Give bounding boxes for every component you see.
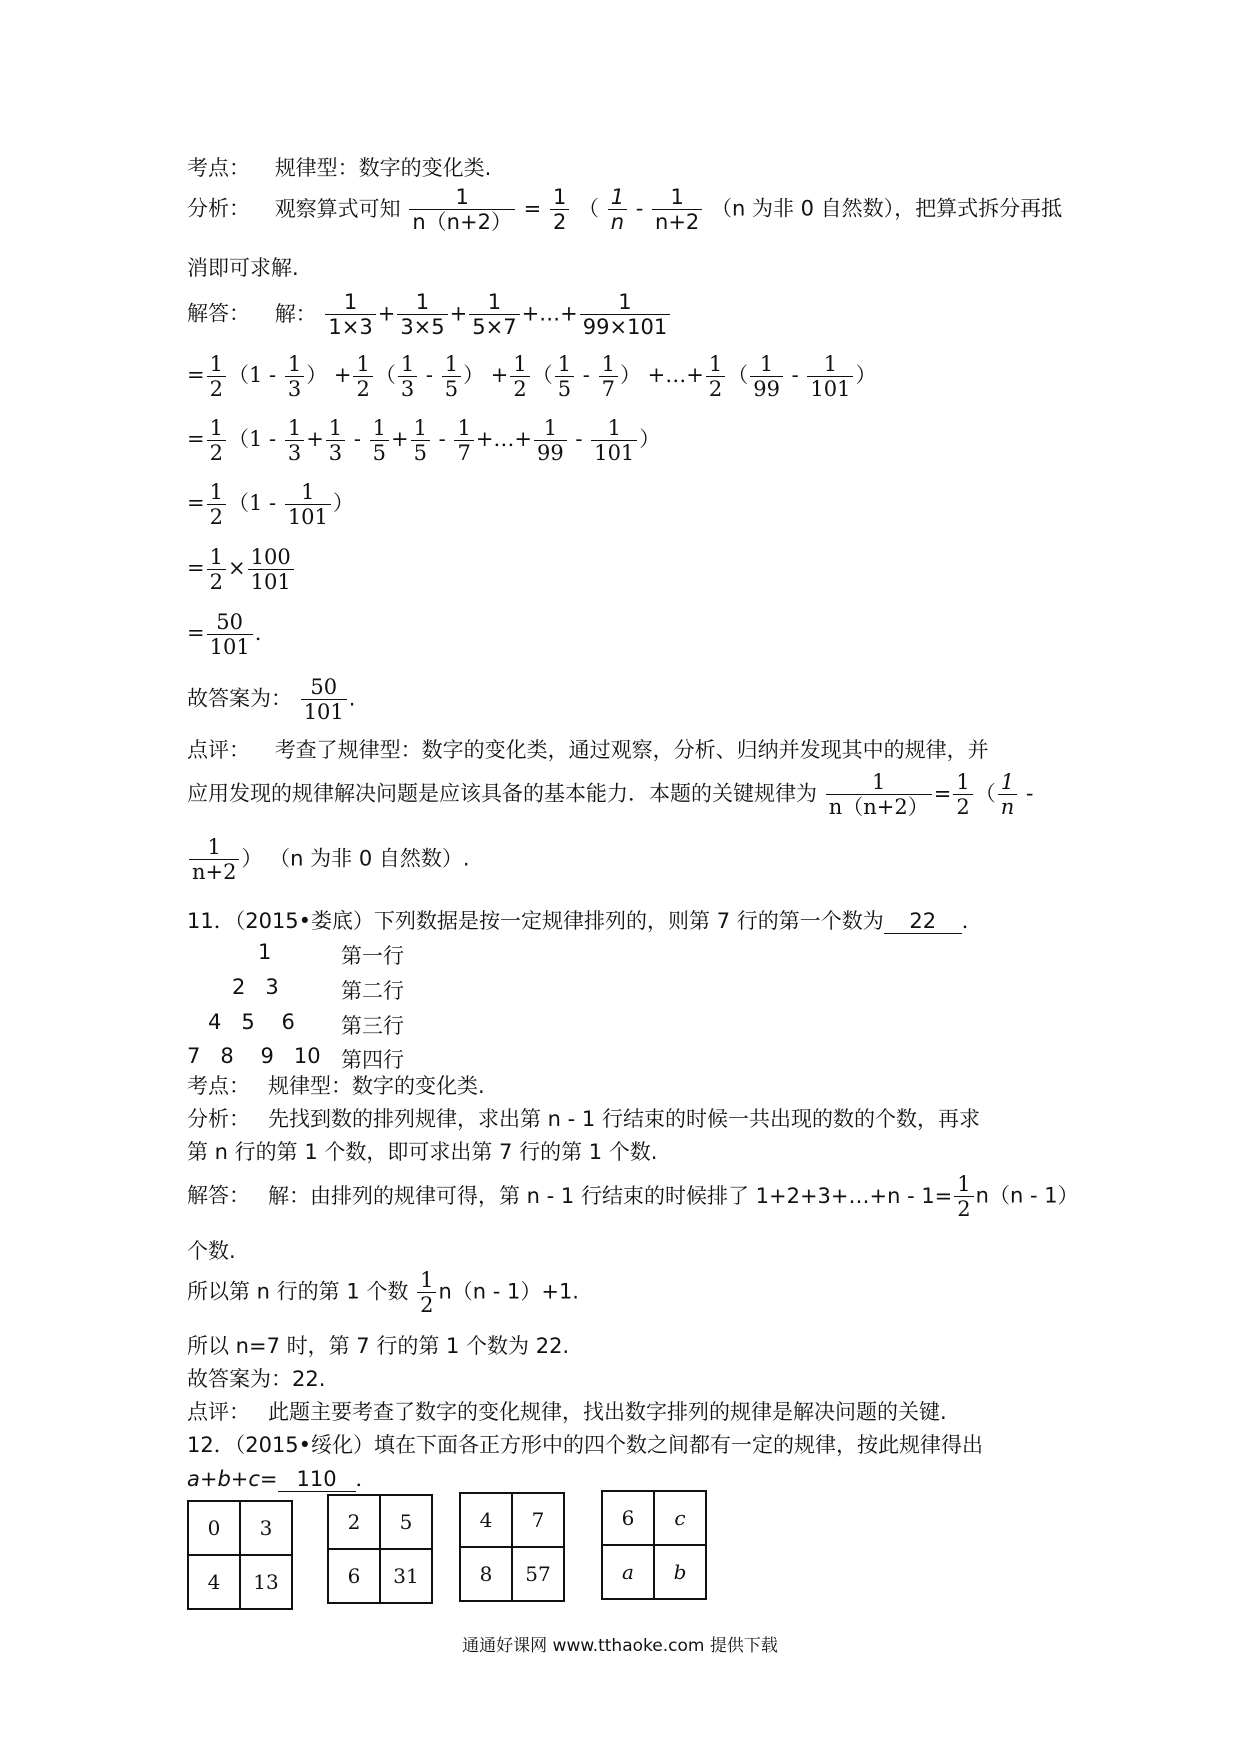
q11-stem: 11．（2015•娄底）下列数据是按一定规律排列的，则第 7 行的第一个数为 22 ．	[187, 909, 983, 933]
dianping-line2: 应用发现的规律解决问题是应该具备的基本能力．本题的关键规律为 $\frac{1}{n(n+2)}$ = $\frac{1}{2}$ （ $\frac{1}{n}$ -	[187, 770, 1034, 820]
square-3	[459, 1492, 565, 1602]
fraction: $\frac{1}{99\times 101}$	[580, 290, 670, 339]
square-cell: 0	[188, 1501, 240, 1555]
fraction: $\frac{1}{n}$	[608, 185, 627, 234]
square-cell: 6	[602, 1491, 654, 1545]
square-cell: 13	[240, 1555, 292, 1609]
fraction: $\frac{1}{1\times 3}$	[325, 290, 375, 339]
dianping-line1: 考查了规律型：数字的变化类，通过观察，分析、归纳并发现其中的规律，并	[274, 738, 989, 762]
answer-row: 故答案为： $\frac{50}{101}$ .	[187, 675, 356, 725]
square-cell: 3	[240, 1501, 292, 1555]
pattern-row-2-label: 第二行	[341, 979, 404, 1003]
q11-line3: 所以第 n 行的第 1 个数 $\frac{1}{2}$ n（n - 1）+1.	[187, 1268, 579, 1318]
square-cell: 8	[460, 1547, 512, 1601]
paren: （	[578, 196, 599, 221]
pattern-row-4-nums: 7 8 9 10	[187, 1044, 321, 1068]
square-cell: 31	[380, 1549, 432, 1603]
square-cell: 4	[460, 1493, 512, 1547]
fenxi-pre: 观察算式可知	[274, 196, 401, 221]
q11-dianping: 点评： 此题主要考查了数字的变化规律，找出数字排列的规律是解决问题的关键.	[187, 1400, 947, 1424]
dianping-label: 点评：	[187, 738, 250, 762]
square-1	[187, 1500, 293, 1610]
square-cell: b	[654, 1545, 706, 1599]
square-2	[327, 1494, 433, 1604]
pattern-row-4-label: 第四行	[341, 1048, 404, 1072]
pattern-row-1-label: 第一行	[341, 944, 404, 968]
fenxi-post: （n 为非 0 自然数），把算式拆分再抵	[710, 196, 1063, 221]
kaodian-text: 规律型：数字的变化类.	[274, 156, 492, 180]
jieda-label: 解答：	[187, 301, 250, 326]
minus-sign: -	[635, 196, 651, 221]
kaodian-row	[187, 152, 491, 182]
pattern-row-2-nums: 2 3	[232, 975, 279, 999]
fenxi-label: 分析：	[187, 196, 250, 221]
square-cell: c	[654, 1491, 706, 1545]
pattern-row-3-label: 第三行	[341, 1014, 404, 1038]
dianping-line3: $\frac{1}{n+2}$ ） （n 为非 0 自然数）.	[187, 835, 470, 884]
q11-answer: 22	[884, 909, 962, 934]
q11-line5: 故答案为：22.	[187, 1367, 326, 1391]
step4: = $\frac{1}{2}$ （1 - $\frac{1}{101}$ ）	[187, 480, 354, 530]
square-cell: 6	[328, 1549, 380, 1603]
q11-jieda: 解答： 解：由排列的规律可得，第 n - 1 行结束的时候排了 1+2+3+…+n - 1= $\frac{1}{2}$ n（n - 1）	[187, 1172, 1079, 1222]
jieda-jie: 解：	[274, 301, 317, 326]
step3: = $\frac{1}{2}$ （1 - $\frac{1}{3}$ + $\frac{1}{3}$ - $\frac{1}{5}$ + $\frac{1}{5}$ - $\frac{1}{7}$ +…+ $\frac{1}{99}$ - $\frac{1}{101}$ ）	[187, 416, 661, 466]
equals-sign: =	[523, 196, 542, 221]
fraction: $\frac{1}{n+2}$	[652, 185, 702, 234]
q11-line4: 所以 n=7 时，第 7 行的第 1 个数为 22.	[187, 1334, 570, 1358]
fraction: $\frac{1}{5\times 7}$	[469, 290, 519, 339]
q11-fenxi-line2: 第 n 行的第 1 个数，即可求出第 7 行的第 1 个数.	[187, 1140, 658, 1164]
fenxi-row	[187, 185, 1062, 234]
step6: = $\frac{50}{101}$ .	[187, 610, 262, 660]
page-footer: 通通好课网 www.tthaoke.com 提供下载	[462, 1636, 778, 1656]
q11-jieda-line2: 个数.	[187, 1239, 236, 1263]
pattern-row-3-nums: 4 5 6	[208, 1010, 295, 1034]
square-cell: 5	[380, 1495, 432, 1549]
q12-answer: 110	[278, 1467, 356, 1492]
fraction: $\frac{1}{n(n+2)}$	[409, 185, 515, 234]
fraction: $\frac{1}{3\times 5}$	[397, 290, 447, 339]
square-cell: 57	[512, 1547, 564, 1601]
pattern-row-1-nums: 1	[258, 940, 272, 964]
square-cell: 7	[512, 1493, 564, 1547]
square-4	[601, 1490, 707, 1600]
jieda-row: 解答： 解： $\frac{1}{1\times 3}$ + $\frac{1}{3\times 5}$ + $\frac{1}{5\times 7}$ +…+ $\frac{1}{99\times 101}$	[187, 290, 672, 339]
fenxi-line2: 消即可求解.	[187, 256, 299, 280]
fraction: $\frac{1}{2}$	[550, 185, 569, 234]
guda-label: 故答案为：	[187, 686, 292, 711]
q12-stem-line1: 12．（2015•绥化）填在下面各正方形中的四个数之间都有一定的规律，按此规律得出	[187, 1433, 984, 1457]
step5: = $\frac{1}{2}$ × $\frac{100}{101}$	[187, 545, 296, 594]
q11-fenxi: 分析： 先找到数的排列规律，求出第 n - 1 行结束的时候一共出现的数的个数，再求	[187, 1107, 980, 1131]
q11-kaodian: 考点： 规律型：数字的变化类.	[187, 1074, 485, 1098]
square-cell: a	[602, 1545, 654, 1599]
dianping-row	[187, 734, 989, 764]
kaodian-label: 考点：	[187, 156, 250, 180]
step2: = $\frac{1}{2}$ （1 - $\frac{1}{3}$ ） + $\frac{1}{2}$ （ $\frac{1}{3}$ - $\frac{1}{5}$ ） + $\frac{1}{2}$ （ $\frac{1}{5}$ - $\frac{1}{7}$ ） +…+ $\frac{1}{2}$ （ $\frac{1}{99}$ - $\frac{1}{101}$ ）	[187, 352, 877, 402]
q12-stem-line2: a+b+c= 110 ．	[187, 1467, 377, 1491]
square-cell: 4	[188, 1555, 240, 1609]
square-cell: 2	[328, 1495, 380, 1549]
